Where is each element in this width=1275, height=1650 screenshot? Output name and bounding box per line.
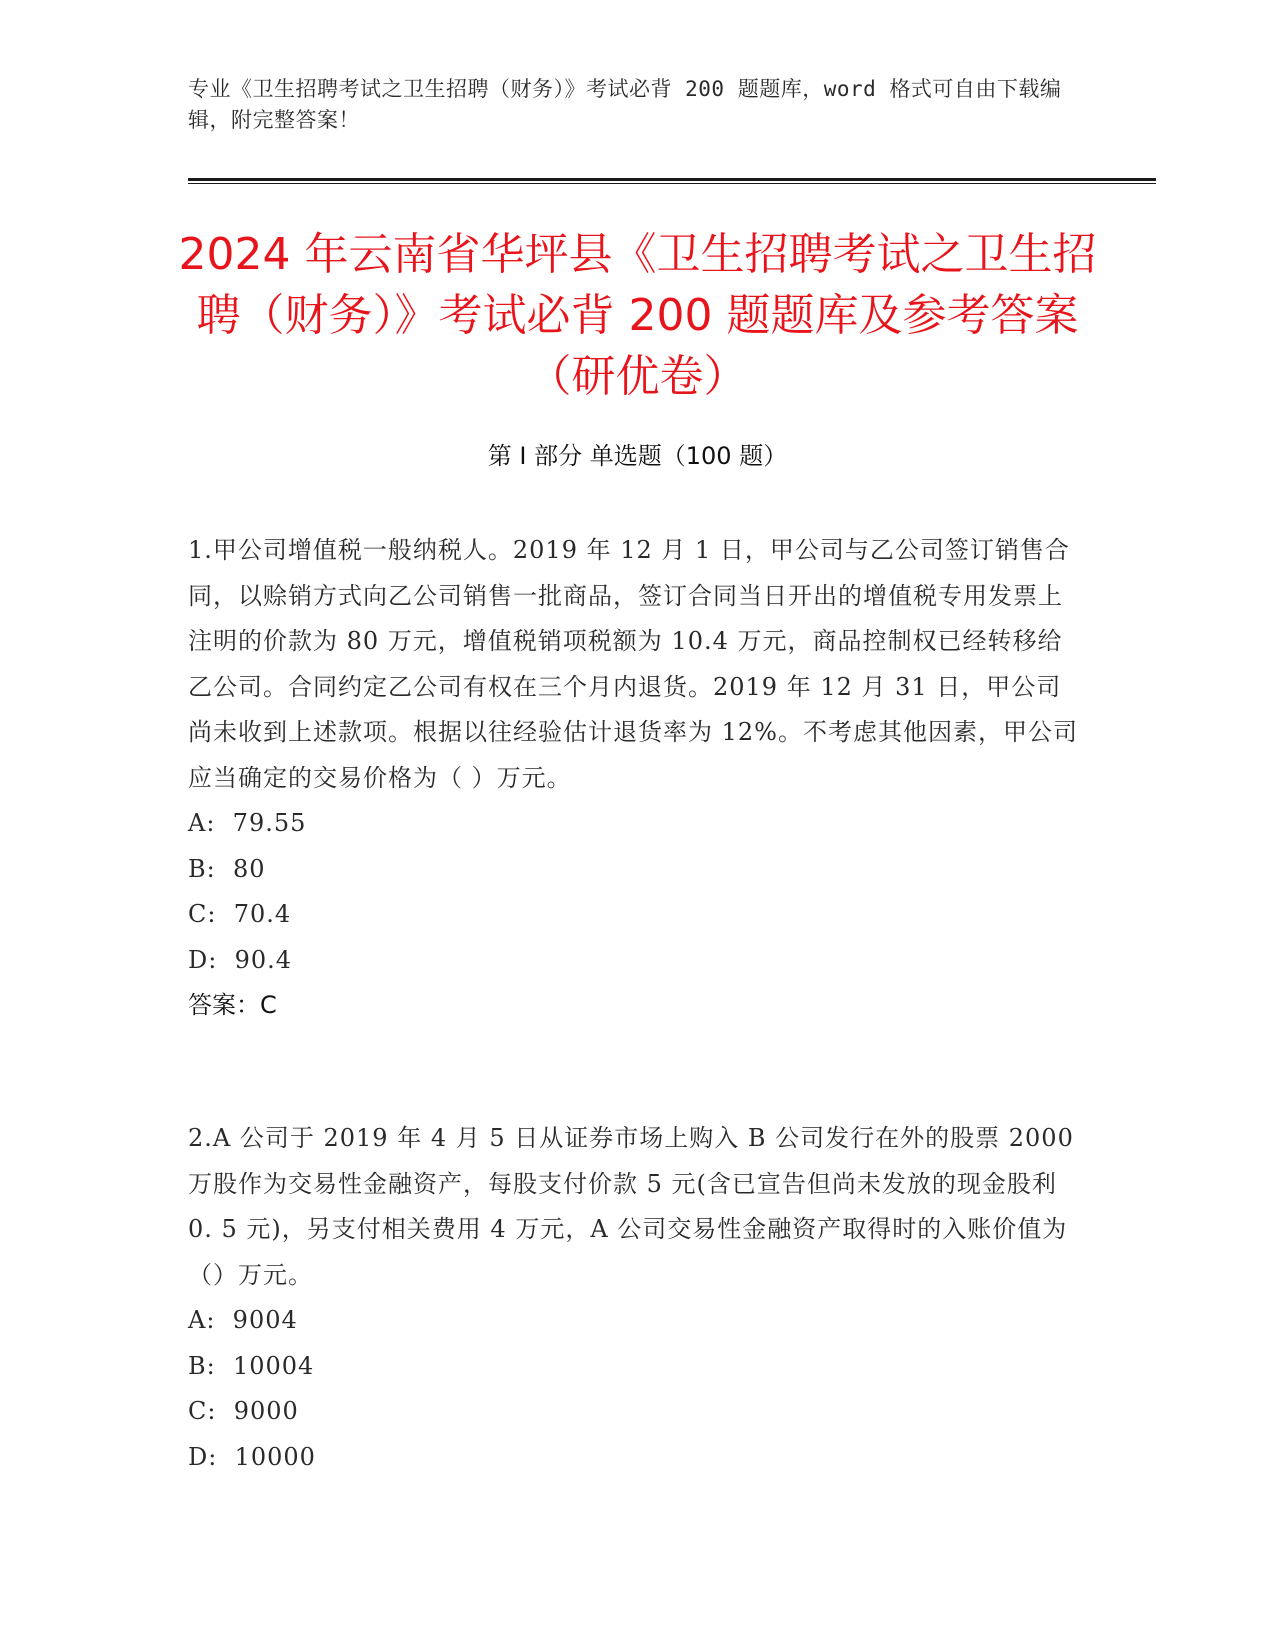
question-stem: 1.甲公司增值税一般纳税人。2019 年 12 月 1 日，甲公司与乙公司签订销售合同，以赊销方式向乙公司销售一批商品，签订合同当日开出的增值税专用发票上注明的价款为 80 万元，增值税销项税额为 10.4 万元，商品控制权已经转移给乙公司。合同约定乙公司有权在三个月内退货。2019 年 12 月 31 日，甲公司尚未收到上述款项。根据以往经验估计退货率为 12%。不考虑其他因素，甲公司应当确定的交易价格为（ ）万元。: [188, 536, 1078, 792]
option-b: B: 10004: [188, 1351, 315, 1380]
header-note: 专业《卫生招聘考试之卫生招聘（财务）》考试必背 200 题题库，word 格式可自由下载编辑，附完整答案！: [188, 77, 1062, 132]
option-c: C: 9000: [188, 1397, 299, 1425]
option-a: A: 9004: [188, 1306, 298, 1334]
option-a: A: 79.55: [188, 809, 307, 837]
question-stem: 2.A 公司于 2019 年 4 月 5 日从证券市场上购入 B 公司发行在外的股票 2000 万股作为交易性金融资产，每股支付价款 5 元(含已宣告但尚未发放的现金股利 0. 5 元)，另支付相关费用 4 万元，A 公司交易性金融资产取得时的入账价值为（）万元。: [188, 1124, 1074, 1289]
option-d: D: 90.4: [188, 945, 293, 974]
header-rule-thin: [188, 183, 1156, 184]
option-b: B: 80: [188, 854, 266, 883]
header-rule-thick: [188, 178, 1156, 181]
question-2: [188, 1116, 1078, 1480]
document-title: 2024 年云南省华坪县《卫生招聘考试之卫生招聘（财务）》考试必背 200 题题库及参考答案（研优卷）: [178, 229, 1097, 402]
section-heading: 第 I 部分 单选题（100 题）: [487, 442, 788, 470]
option-c: C: 70.4: [188, 900, 292, 928]
option-d: D: 10000: [188, 1442, 316, 1471]
question-1: [188, 528, 1078, 1029]
answer-line: 答案：C: [188, 991, 277, 1019]
